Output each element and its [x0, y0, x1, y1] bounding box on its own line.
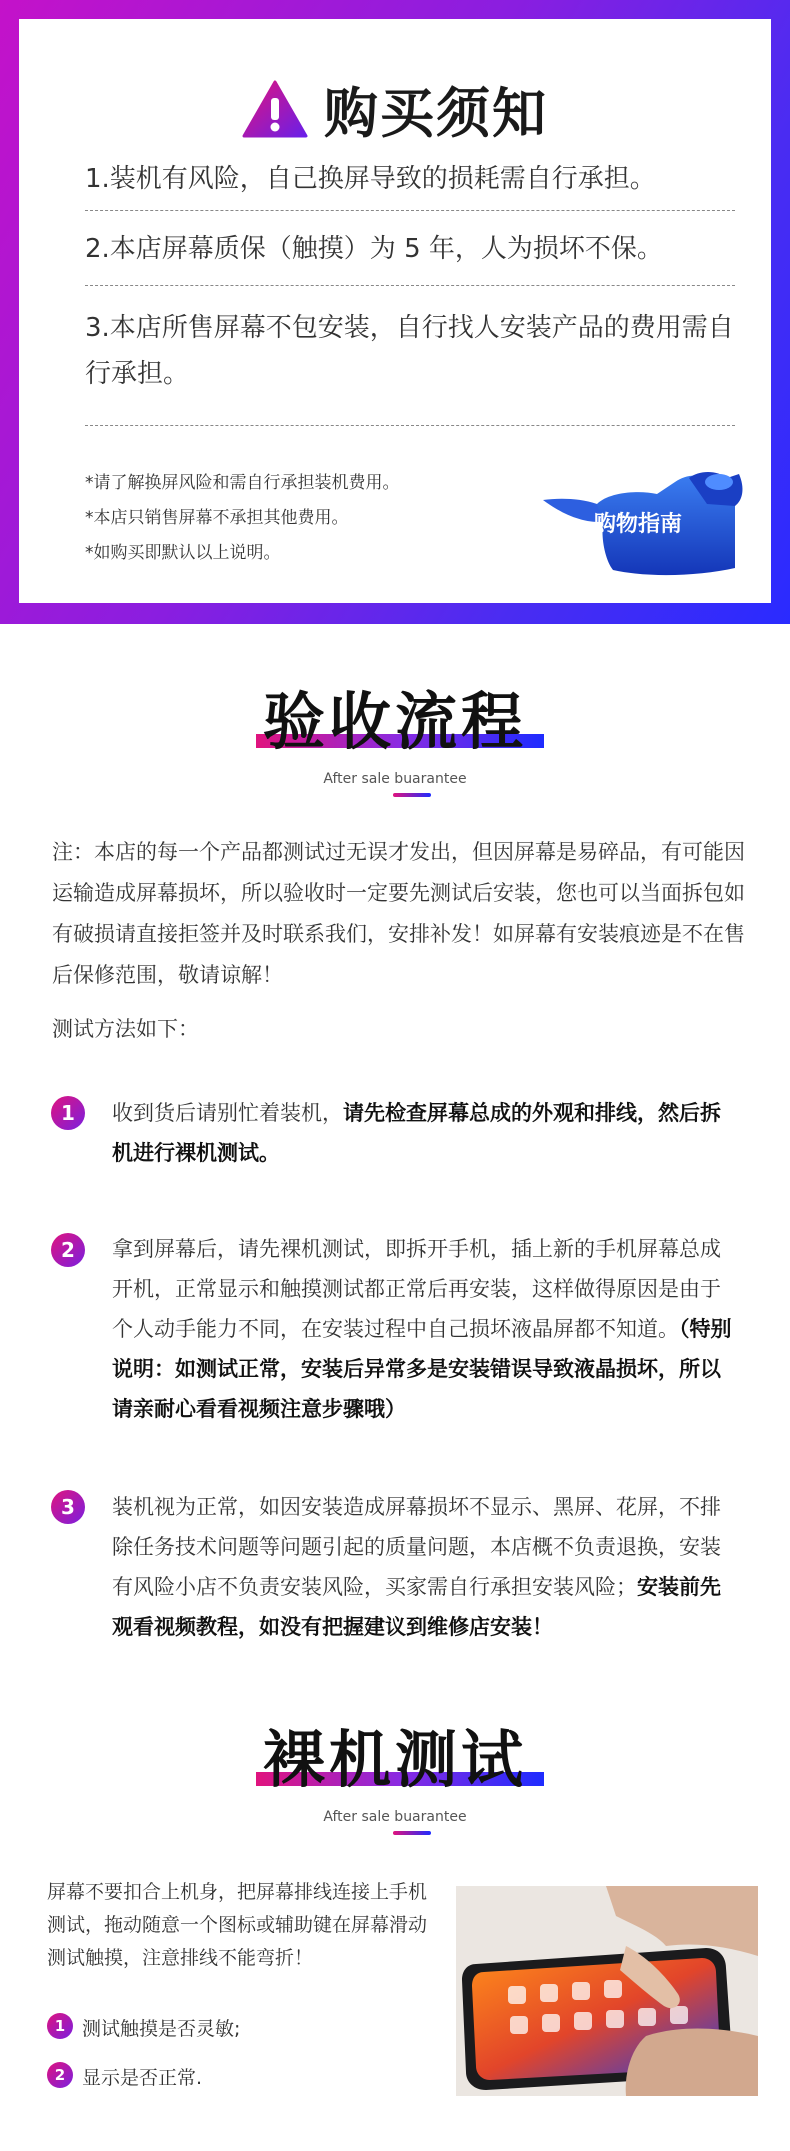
phone-photo [456, 1886, 758, 2096]
step-bold-text: 安装前先观看视频教程，如没有把握建议到维修店安装！ [112, 1575, 721, 1639]
section-subtitle: After sale buarantee [323, 1809, 467, 1825]
section-title: 裸机测试 [262, 1723, 527, 1796]
foot-note: *如购买即默认以上说明。 [85, 543, 281, 563]
step-number: 3 [51, 1490, 85, 1524]
intro-paragraph: 注：本店的每一个产品都测试过无误才发出，但因屏幕是易碎品，有可能因运输造成屏幕损坏，所以验收时一定要先测试后安装，您也可以当面拆包如有破损请直接拒签并及时联系我们，安排补发！如屏幕有安装痕迹是不在售后保修范围，敬请谅解！ [52, 840, 745, 987]
bare-test-instructions: 屏幕不要扣合上机身，把屏幕排线连接上手机测试，拖动随意一个图标或辅助键在屏幕滑动测试触摸，注意排线不能弯折！ [47, 1881, 428, 1969]
check-number: 1 [47, 2013, 73, 2039]
method-label: 测试方法如下： [52, 1017, 199, 1041]
subtitle-dash [393, 1831, 431, 1835]
check-item: 显示是否正常. [82, 2067, 203, 2089]
step-number: 1 [51, 1096, 85, 1130]
shopping-guide-label: 购物指南 [594, 512, 683, 537]
foot-note: *请了解换屏风险和需自行承担装机费用。 [85, 473, 400, 493]
section-title: 验收流程 [262, 685, 527, 758]
step-bold-text: （特别说明：如测试正常，安装后异常多是安装错误导致液晶损坏，所以请亲耐心看看视频注意步骤哦） [112, 1317, 732, 1421]
phone-illustration [456, 1886, 758, 2096]
step-text: 收到货后请别忙着装机， [112, 1101, 343, 1125]
dashed-divider [85, 425, 735, 426]
check-item: 测试触摸是否灵敏; [82, 2018, 241, 2040]
rule-item: 3.本店所售屏幕不包安装，自行找人安装产品的费用需自行承担。 [85, 313, 734, 389]
step-number: 2 [51, 1233, 85, 1267]
section-subtitle: After sale buarantee [323, 771, 467, 787]
notice-card [19, 19, 771, 603]
step-item [112, 1487, 740, 1647]
step-item [112, 1229, 740, 1429]
warning-icon [242, 80, 308, 138]
foot-note: *本店只销售屏幕不承担其他费用。 [85, 508, 349, 528]
dashed-divider [85, 285, 735, 286]
step-item [112, 1093, 740, 1173]
check-number: 2 [47, 2062, 73, 2088]
step-bold-text: 请先检查屏幕总成的外观和排线，然后拆机进行裸机测试。 [112, 1101, 721, 1165]
dashed-divider [85, 210, 735, 211]
rule-item: 2.本店屏幕质保（触摸）为 5 年，人为损坏不保。 [85, 234, 663, 264]
subtitle-dash [393, 793, 431, 797]
rule-item: 1.装机有风险，自己换屏导致的损耗需自行承担。 [85, 164, 656, 194]
notice-header [19, 59, 771, 159]
notice-band [0, 0, 790, 624]
step-text: 装机视为正常，如因安装造成屏幕损坏不显示、黑屏、花屏，不排除任务技术问题等问题引起的质量问题，本店概不负责退换，安装有风险小店不负责安装风险，买家需自行承担安装风险； [112, 1495, 721, 1599]
step-text: 拿到屏幕后，请先裸机测试，即拆开手机，插上新的手机屏幕总成开机，正常显示和触摸测试都正常后再安装，这样做得原因是由于个人动手能力不同，在安装过程中自己损坏液晶屏都不知道。 [112, 1237, 721, 1341]
notice-title: 购买须知 [324, 81, 548, 145]
